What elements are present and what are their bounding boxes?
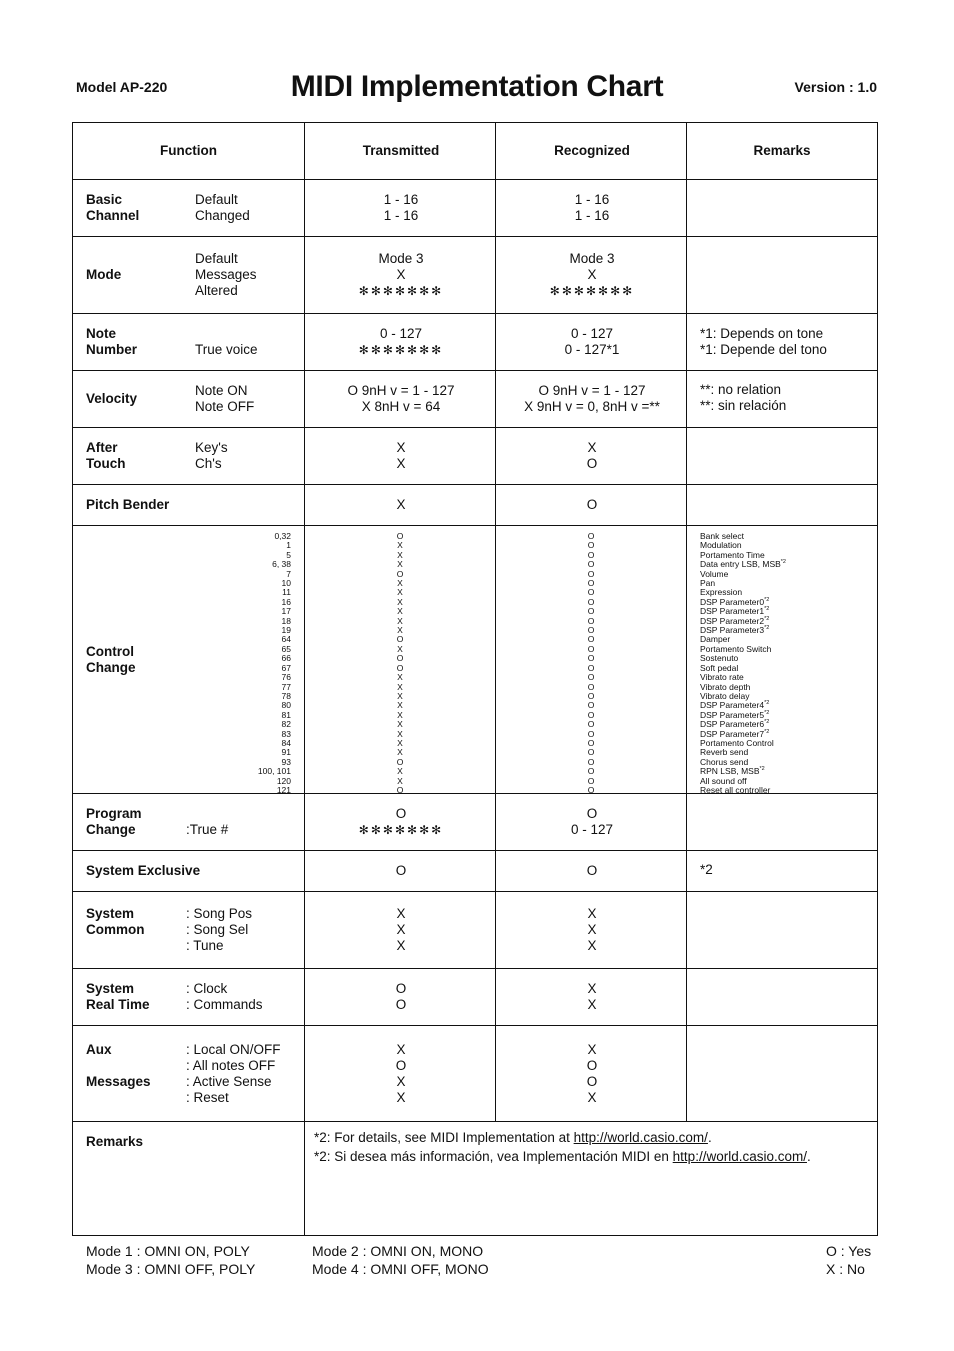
asterisk-mark: ✻✻✻✻✻✻✻ (549, 284, 635, 298)
row-sublabel: Ch's (195, 456, 222, 471)
cc-remark: DSP Parameter4$^{*2}$ (700, 700, 770, 711)
cc-number: 67 (281, 662, 291, 673)
tx-value: X (396, 906, 406, 921)
mode-legend: Mode 3 : OMNI OFF, POLY (86, 1261, 256, 1277)
row-system-exclusive (73, 851, 877, 892)
cc-remark: Modulation (700, 540, 742, 551)
row-label: Note (86, 326, 116, 341)
cc-tx-value: O (396, 531, 404, 541)
row-sublabel: : Clock (186, 981, 228, 996)
row-sublabel: Key's (195, 440, 228, 455)
row-aux-messages (73, 1026, 877, 1122)
row-sublabel: : Local ON/OFF (186, 1041, 281, 1057)
yes-legend: O : Yes (826, 1243, 872, 1259)
rc-value: X (587, 440, 597, 455)
cc-remark: Reverb send (700, 747, 749, 758)
cc-number: 93 (281, 756, 291, 767)
cc-remark: Data entry LSB, MSB$^{*2}$ (700, 559, 786, 570)
mode-legend: Mode 2 : OMNI ON, MONO (312, 1243, 484, 1259)
cc-tx-value: X (397, 690, 403, 701)
cc-tx-value: X (397, 578, 403, 589)
cc-number: 77 (281, 681, 291, 692)
cc-rc-value: O (587, 747, 595, 758)
cc-number: 83 (281, 728, 291, 739)
cc-rc-value: O (587, 634, 595, 645)
tx-value: X (396, 267, 406, 282)
cc-tx-value: O (396, 568, 404, 579)
cc-number: 5 (286, 549, 291, 560)
rc-value: X (587, 922, 597, 937)
rc-value: O (586, 1057, 598, 1073)
cc-remark: RPN LSB, MSB$^{*2}$ (700, 766, 765, 777)
cc-number: 6, 38 (272, 559, 291, 570)
cc-rc-value: O (587, 653, 595, 664)
tx-value: X (396, 1089, 406, 1105)
remark-text: *1: Depende del tono (700, 342, 827, 357)
cc-remark: Portamento Control (700, 737, 774, 748)
tx-value: X (396, 1041, 406, 1057)
cc-tx-value: X (397, 643, 403, 654)
cc-tx-value: O (396, 653, 404, 664)
midi-chart-table (72, 122, 878, 1236)
cc-rc-value: O (587, 709, 595, 720)
cc-number: 11 (282, 587, 291, 598)
row-label: Mode (86, 267, 122, 282)
cc-remark: DSP Parameter6$^{*2}$ (700, 719, 770, 730)
rc-value: 1 - 16 (574, 208, 610, 223)
rc-value: 0 - 127 (570, 326, 614, 341)
row-label: Real Time (86, 997, 150, 1012)
cc-number: 7 (286, 568, 291, 579)
row-label: Basic (86, 192, 123, 207)
cc-tx-value: X (397, 672, 403, 683)
cc-remark: Portamento Switch (700, 643, 772, 654)
cc-number-list (233, 532, 291, 795)
cc-remark: DSP Parameter7$^{*2}$ (700, 728, 770, 739)
row-system-realtime (73, 969, 877, 1026)
cc-number: 66 (281, 653, 291, 664)
cc-rc-value: O (587, 662, 595, 673)
tx-value: X (396, 1073, 406, 1089)
row-sublabel: Default (195, 251, 238, 266)
cc-remark: Reset all controller (700, 784, 771, 795)
rc-value: O (586, 1073, 598, 1089)
tx-value: O (395, 997, 407, 1012)
tx-value: 1 - 16 (383, 192, 419, 207)
col-header-function: Function (160, 143, 217, 158)
cc-number: 76 (281, 672, 291, 683)
remark-text: *1: Depends on tone (700, 326, 824, 341)
cc-tx-value: X (397, 747, 403, 758)
row-basic-channel (73, 180, 877, 237)
row-note-number (73, 314, 877, 371)
row-sublabel: Note OFF (195, 399, 255, 414)
cc-remark: Damper (700, 634, 731, 645)
cc-number: 1 (286, 540, 291, 551)
cc-rc-value: O (587, 615, 595, 626)
cc-tx-value: X (397, 596, 403, 607)
row-label: Change (86, 660, 136, 675)
cc-number: 121 (276, 784, 291, 795)
rc-value: X (587, 981, 597, 996)
cc-number: 80 (281, 700, 291, 711)
cc-tx-value: X (397, 737, 403, 748)
tx-value: X (396, 456, 406, 471)
cc-number: 120 (276, 775, 291, 786)
cc-number: 18 (281, 615, 291, 626)
rc-value: O (586, 456, 598, 471)
cc-tx-value: O (396, 634, 404, 645)
rc-value: 0 - 127 (570, 822, 614, 837)
cc-rc-value: O (587, 625, 595, 636)
page-title: MIDI Implementation Chart (290, 70, 664, 103)
cc-rc-value: O (587, 700, 595, 711)
tx-value: O (395, 981, 407, 996)
mode-legend: Mode 1 : OMNI ON, POLY (86, 1243, 250, 1259)
row-sublabel: : Reset (186, 1089, 229, 1105)
row-label: Control (86, 644, 134, 659)
row-label: Change (86, 822, 136, 837)
rc-value: X (587, 938, 597, 953)
row-label: Velocity (86, 391, 138, 406)
rc-value: X (587, 1041, 597, 1057)
row-label: Aux (86, 1041, 112, 1057)
rc-value: O (586, 863, 598, 878)
cc-rc-value: O (587, 681, 595, 692)
cc-rc-value: O (587, 775, 595, 786)
col-header-recognized: Recognized (554, 143, 630, 158)
cc-tx-value: X (397, 681, 403, 692)
cc-number: 91 (281, 747, 291, 758)
cc-remark: Soft pedal (700, 662, 739, 673)
row-sublabel: Note ON (195, 383, 248, 398)
casio-link[interactable]: http://world.casio.com/ (672, 1149, 807, 1164)
rc-value: O (586, 497, 598, 512)
cc-remark: Vibrato delay (700, 690, 750, 701)
row-label: Program (86, 806, 142, 821)
rc-value: O 9nH v = 1 - 127 (538, 383, 646, 398)
cc-remark: DSP Parameter3$^{*2}$ (700, 625, 770, 636)
rc-value: X (587, 267, 597, 282)
row-label: Remarks (86, 1134, 144, 1149)
tx-value: Mode 3 (378, 251, 424, 266)
tx-value: X (396, 938, 406, 953)
row-system-common (73, 892, 877, 969)
row-velocity (73, 371, 877, 428)
tx-value: X (396, 922, 406, 937)
version-label: Version : 1.0 (794, 79, 877, 95)
cc-tx-value: X (397, 766, 403, 777)
cc-number: 82 (281, 719, 291, 730)
row-sublabel: : Song Sel (186, 922, 249, 937)
cc-rc-value: O (587, 784, 595, 795)
remark-text: . (806, 1149, 811, 1164)
row-label: System Exclusive (86, 863, 201, 878)
cc-remark: Volume (700, 568, 729, 579)
cc-rc-value: O (587, 690, 595, 701)
tx-value: O (395, 1057, 407, 1073)
cc-rc-value: O (587, 531, 595, 541)
cc-remark: All sound off (700, 775, 747, 786)
mode-legend: Mode 4 : OMNI OFF, MONO (312, 1261, 489, 1277)
cc-number: 78 (281, 690, 291, 701)
row-label-control-change (86, 644, 136, 676)
cc-remark: DSP Parameter5$^{*2}$ (700, 709, 770, 720)
tx-value: O 9nH v = 1 - 127 (347, 383, 455, 398)
casio-link[interactable]: http://world.casio.com/ (573, 1130, 708, 1145)
cc-remark: Bank select (700, 531, 744, 541)
cc-tx-value: X (397, 540, 403, 551)
cc-number: 16 (281, 596, 291, 607)
rc-value: X (587, 906, 597, 921)
row-control-change (73, 526, 877, 794)
rc-value: Mode 3 (569, 251, 615, 266)
no-legend: X : No (826, 1261, 865, 1277)
cc-tx-value: O (396, 756, 404, 767)
tx-value: X 8nH v = 64 (361, 399, 441, 414)
cc-rc-value: O (587, 540, 595, 551)
cc-tx-value: X (397, 775, 403, 786)
tx-value: O (395, 863, 407, 878)
asterisk-mark: ✻✻✻✻✻✻✻ (358, 823, 444, 837)
remark-text: *2 (700, 862, 713, 877)
row-after-touch (73, 428, 877, 485)
cc-rc-value: O (587, 672, 595, 683)
cc-rc-value: O (587, 549, 595, 560)
cc-rc-value: O (587, 559, 595, 570)
row-remarks (73, 1122, 877, 1235)
rc-value: X (587, 1089, 597, 1105)
row-mode (73, 237, 877, 314)
row-sublabel: :True # (186, 822, 229, 837)
cc-rc-value: O (587, 578, 595, 589)
remark-text: *2: For details, see MIDI Implementation at (314, 1130, 574, 1145)
tx-value: O (395, 806, 407, 821)
row-label: System (86, 981, 135, 996)
row-label: Pitch Bender (86, 497, 170, 512)
row-label: After (86, 440, 118, 455)
row-sublabel: : All notes OFF (186, 1057, 276, 1073)
cc-rc-value: O (587, 719, 595, 730)
cc-tx-value: X (397, 606, 403, 617)
model-label: Model AP-220 (76, 79, 168, 95)
tx-value: X (396, 440, 406, 455)
cc-number: 17 (281, 606, 291, 617)
cc-number: 0,32 (274, 531, 291, 541)
cc-rc-value: O (587, 568, 595, 579)
header-row (73, 123, 877, 180)
rc-value: 0 - 127*1 (564, 342, 620, 357)
cc-rc-value: O (587, 606, 595, 617)
cc-tx-value: X (397, 700, 403, 711)
cc-rc-value: O (587, 587, 595, 598)
cc-recognized-list (581, 532, 601, 795)
col-header-transmitted: Transmitted (362, 143, 440, 158)
remark-text: . (707, 1130, 712, 1145)
cc-number: 84 (281, 737, 291, 748)
row-label: Number (86, 342, 138, 357)
tx-value: X (396, 497, 406, 512)
remark-text: *2: Si desea más información, vea Implementación MIDI en (314, 1149, 673, 1164)
cc-tx-value: O (396, 784, 404, 795)
row-sublabel: : Tune (186, 938, 224, 953)
row-sublabel: : Commands (186, 997, 263, 1012)
cc-number: 10 (281, 578, 291, 589)
cc-tx-value: O (396, 662, 404, 673)
cc-number: 100, 101 (257, 766, 291, 777)
cc-number: 65 (281, 643, 291, 654)
row-sublabel: Altered (195, 283, 238, 298)
row-sublabel: True voice (195, 342, 258, 357)
cc-remarks-list (700, 532, 786, 795)
tx-value: 0 - 127 (379, 326, 423, 341)
row-sublabel: Default (195, 192, 238, 207)
remark-text: **: sin relación (700, 398, 787, 413)
cc-rc-value: O (587, 737, 595, 748)
cc-remark: Expression (700, 587, 743, 598)
cc-tx-value: X (397, 719, 403, 730)
row-program-change (73, 794, 877, 851)
row-label: System (86, 906, 135, 921)
cc-number: 81 (281, 709, 291, 720)
rc-value: X (587, 997, 597, 1012)
cc-remark: Portamento Time (700, 549, 765, 560)
row-label: Messages (86, 1073, 151, 1089)
row-sublabel: Messages (195, 267, 257, 282)
row-label: Touch (86, 456, 126, 471)
cc-number: 64 (281, 634, 291, 645)
cc-rc-value: O (587, 643, 595, 654)
cc-tx-value: X (397, 625, 403, 636)
cc-tx-value: X (397, 587, 403, 598)
cc-tx-value: X (397, 709, 403, 720)
row-label: Channel (86, 208, 140, 223)
row-pitch-bender (73, 485, 877, 526)
row-label: Common (86, 922, 145, 937)
cc-rc-value: O (587, 728, 595, 739)
cc-remark: Vibrato rate (700, 672, 744, 683)
remarks-notes (314, 1128, 811, 1166)
cc-rc-value: O (587, 766, 595, 777)
rc-value: O (586, 806, 598, 821)
cc-remark: DSP Parameter1$^{*2}$ (700, 606, 770, 617)
cc-transmitted-list (390, 532, 410, 795)
row-sublabel: Changed (195, 208, 250, 223)
rc-value: X 9nH v = 0, 8nH v =** (524, 399, 660, 414)
asterisk-mark: ✻✻✻✻✻✻✻ (358, 284, 444, 298)
col-header-remarks: Remarks (753, 143, 811, 158)
cc-remark: DSP Parameter0$^{*2}$ (700, 596, 770, 607)
row-sublabel: : Song Pos (186, 906, 253, 921)
cc-rc-value: O (587, 596, 595, 607)
cc-remark: Chorus send (700, 756, 749, 767)
tx-value: 1 - 16 (383, 208, 419, 223)
remark-text: **: no relation (700, 382, 782, 397)
rc-value: 1 - 16 (574, 192, 610, 207)
cc-tx-value: X (397, 549, 403, 560)
cc-remark: Pan (700, 578, 716, 589)
cc-rc-value: O (587, 756, 595, 767)
cc-number: 19 (281, 625, 291, 636)
cc-remark: DSP Parameter2$^{*2}$ (700, 615, 770, 626)
cc-tx-value: X (397, 615, 403, 626)
cc-tx-value: X (397, 728, 403, 739)
cc-remark: Sostenuto (700, 653, 739, 664)
cc-remark: Vibrato depth (700, 681, 751, 692)
asterisk-mark: ✻✻✻✻✻✻✻ (358, 343, 444, 357)
row-sublabel: : Active Sense (186, 1073, 272, 1089)
cc-tx-value: X (397, 559, 403, 570)
